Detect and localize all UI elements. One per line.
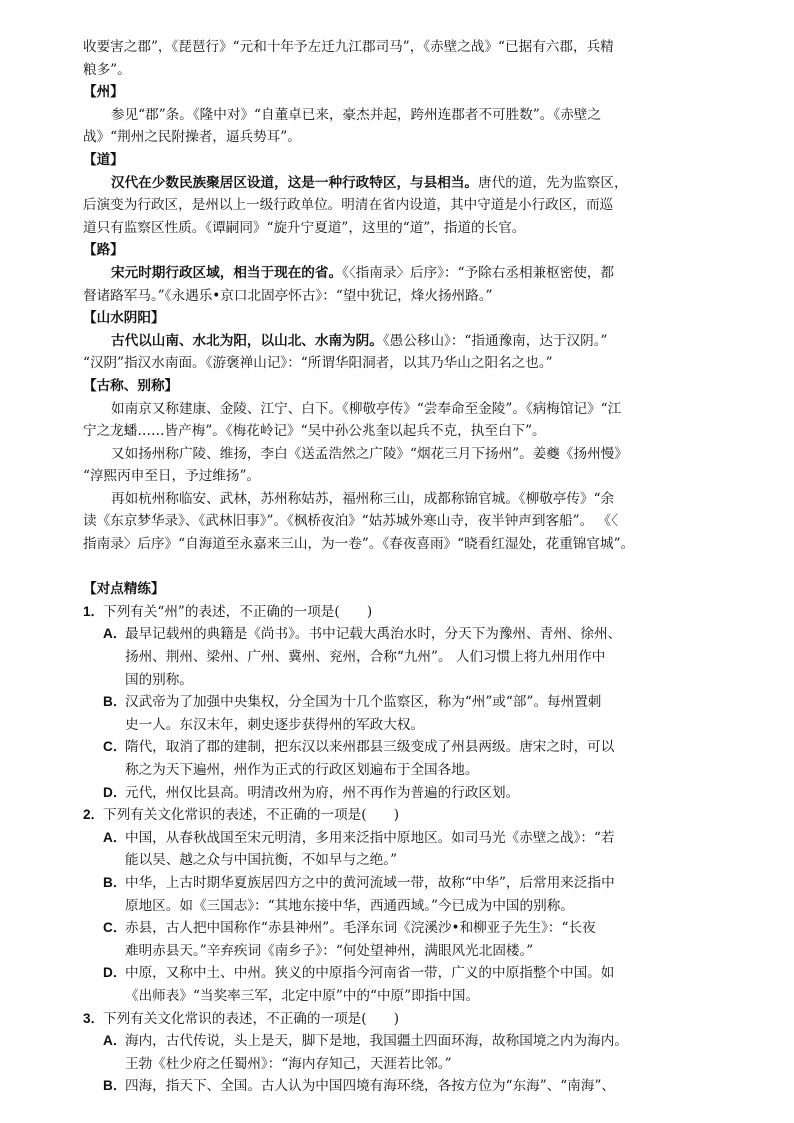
text-line: “汉阴”指汉水南面。《游褒禅山记》：“所谓华阳洞者，以其乃华山之阳名之也。” [83, 355, 553, 372]
text-line: 参见“郡”条。《隆中对》“自董卓已来，豪杰并起，跨州连郡者不可胜数”。《赤壁之 [111, 106, 601, 123]
text-line: 宁之龙蟠……皆产梅”。《梅花岭记》“吴中孙公兆奎以起兵不克，执至白下”。 [83, 423, 546, 440]
text-line: 如南京又称建康、金陵、江宁、白下。《柳敬亭传》“尝奉命至金陵”。《病梅馆记》“江 [111, 400, 622, 417]
option-text: 中华，上古时期华夏族居四方之中的黄河流域一带，故称“中华”，后常用来泛指中 [125, 874, 615, 891]
text-line: 又如扬州称广陵、维扬，李白《送孟浩然之广陵》“烟花三月下扬州”。姜夔《扬州慢》 [111, 445, 628, 462]
option-text: 最早记载州的典籍是《尚书》。书中记载大禹治水时，分天下为豫州、青州、徐州、 [125, 626, 622, 643]
question-stem [83, 1008, 713, 1031]
option-text: 难明赤县天。”辛弃疾词《南乡子》：“何处望神州，满眼风光北固楼。” [125, 942, 534, 959]
option-text: 《出师表》“当奖率三军，北定中原”中的“中原”即指中国。 [125, 987, 480, 1004]
option-letter: B． [103, 874, 127, 890]
section-heading-dao: 【道】 [83, 151, 124, 168]
option-text: 海内，古代传说，头上是天，脚下是地，我国疆土四面环海，故称国境之内为海内。 [125, 1033, 628, 1050]
question-stem [83, 804, 713, 827]
option-c [83, 736, 713, 759]
option-text: 赤县，古人把中国称作“赤县神州”。毛泽东词《浣溪沙•和柳亚子先生》：“长夜 [125, 920, 596, 937]
option-letter: B． [103, 694, 127, 710]
text-line [83, 172, 713, 195]
option-text: 扬州、荆州、梁州、广州、冀州、兖州，合称“九州”。 人们习惯上将九州用作中 [125, 649, 606, 666]
option-c [83, 917, 713, 940]
option-letter: A． [103, 626, 127, 642]
option-text: 元代，州仅比县高。明清改州为府，州不再作为普遍的行政区划。 [125, 784, 520, 801]
question-number: 2． [83, 807, 105, 823]
text-span: 唐代的道，先为监察区， [478, 174, 628, 191]
option-letter: C． [103, 920, 127, 936]
text-line: 读《东京梦华录》、《武林旧事》”。《枫桥夜泊》“姑苏城外寒山寺，夜半钟声到客船”。 《〈 [83, 513, 618, 530]
practice-heading: 【对点精练】 [83, 581, 165, 598]
bold-definition: 汉代在少数民族聚居区设道，这是一种行政特区，与县相当。 [111, 174, 479, 191]
spacer [83, 556, 713, 579]
section-heading-gucheng: 【古称、别称】 [83, 377, 179, 394]
question-number: 1． [83, 603, 105, 619]
section-heading-lu: 【路】 [83, 242, 124, 259]
bold-definition: 古代以山南、水北为阳，以山北、水南为阴。 [111, 332, 383, 349]
text-line [83, 330, 713, 353]
option-text: 中国，从春秋战国至宋元明清，多用来泛指中原地区。如司马光《赤壁之战》：“若 [125, 829, 615, 846]
text-line [83, 262, 713, 285]
option-b [83, 691, 713, 714]
option-text: 史一人。东汉末年，刺史逐步获得州的军政大权。 [125, 716, 425, 733]
option-a [83, 1030, 713, 1053]
option-a [83, 623, 713, 646]
option-text: 王勃《杜少府之任蜀州》：“海内存知己，天涯若比邻。” [125, 1055, 452, 1072]
text-line: 道只有监察区性质。《谭嗣同》“旋升宁夏道”，这里的“道”，指道的长官。 [83, 219, 526, 236]
text-line: 再如杭州称临安、武林，苏州称姑苏，福州称三山，成都称锦官城。《柳敬亭传》“余 [111, 490, 615, 507]
text-span: 《〈指南录〉后序》：“予除右丞相兼枢密使，都 [342, 264, 615, 281]
text-line: 战》“荆州之民附操者，逼兵势耳”。 [83, 129, 301, 146]
option-d [83, 962, 713, 985]
text-line: 粮多”。 [83, 61, 131, 78]
option-letter: D． [103, 965, 127, 981]
option-d [83, 782, 713, 805]
option-a [83, 827, 713, 850]
option-text: 汉武帝为了加强中央集权，分全国为十几个监察区，称为“州”或“部”。每州置刺 [125, 694, 602, 711]
option-b [83, 872, 713, 895]
question-text: 下列有关文化常识的表述，不正确的一项是( ) [103, 807, 400, 824]
option-letter: A． [103, 1033, 127, 1049]
text-line: 指南录〉后序》“自海道至永嘉来三山，为一卷”。《春夜喜雨》“晓看红湿处，花重锦官城”。 [83, 536, 635, 553]
option-text: 能以吴、越之众与中国抗衡，不如早与之绝。” [125, 852, 398, 869]
option-b [83, 1075, 713, 1098]
option-letter: B． [103, 1078, 127, 1094]
text-line: “淳熙丙申至日，予过维扬”。 [83, 468, 261, 485]
section-heading-shanshui: 【山水阴阳】 [83, 310, 165, 327]
option-letter: C． [103, 739, 127, 755]
document-page [83, 36, 713, 1098]
option-letter: A． [103, 829, 127, 845]
option-text: 隋代，取消了郡的建制，把东汉以来州郡县三级变成了州县两级。唐宋之时，可以 [125, 739, 615, 756]
section-heading-zhou: 【州】 [83, 84, 124, 101]
text-line: 督诸路军马。”《永遇乐•京口北固亭怀古》：“望中犹记，烽火扬州路。” [83, 287, 493, 304]
option-letter: D． [103, 784, 127, 800]
bold-definition: 宋元时期行政区域，相当于现在的省。 [111, 264, 343, 281]
text-span: 《愚公移山》：“指通豫南，达于汉阴。” [382, 332, 608, 349]
question-text: 下列有关“州”的表述，不正确的一项是( ) [103, 603, 373, 620]
question-text: 下列有关文化常识的表述，不正确的一项是( ) [103, 1010, 400, 1027]
option-text: 称之为天下遍州，州作为正式的行政区划遍布于全国各地。 [125, 762, 479, 778]
question-number: 3． [83, 1010, 105, 1026]
text-line: 后演变为行政区，是州以上一级行政单位。明清在省内设道，其中守道是小行政区，而巡 [83, 197, 614, 214]
option-text: 原地区。如《三国志》：“其地东接中华，西通西域。”今已成为中国的别称。 [125, 897, 574, 914]
option-text: 四海，指天下、全国。古人认为中国四境有海环绕，各按方位为“东海”、“南海”、 [125, 1078, 615, 1095]
option-text: 国的别称。 [125, 671, 193, 688]
question-stem [83, 601, 713, 624]
text-line: 收要害之郡”，《琵琶行》“元和十年予左迁九江郡司马”，《赤壁之战》“已据有六郡，兵精 [83, 39, 614, 55]
option-text: 中原，又称中土、中州。狭义的中原指今河南省一带，广义的中原指整个中国。如 [125, 965, 615, 982]
